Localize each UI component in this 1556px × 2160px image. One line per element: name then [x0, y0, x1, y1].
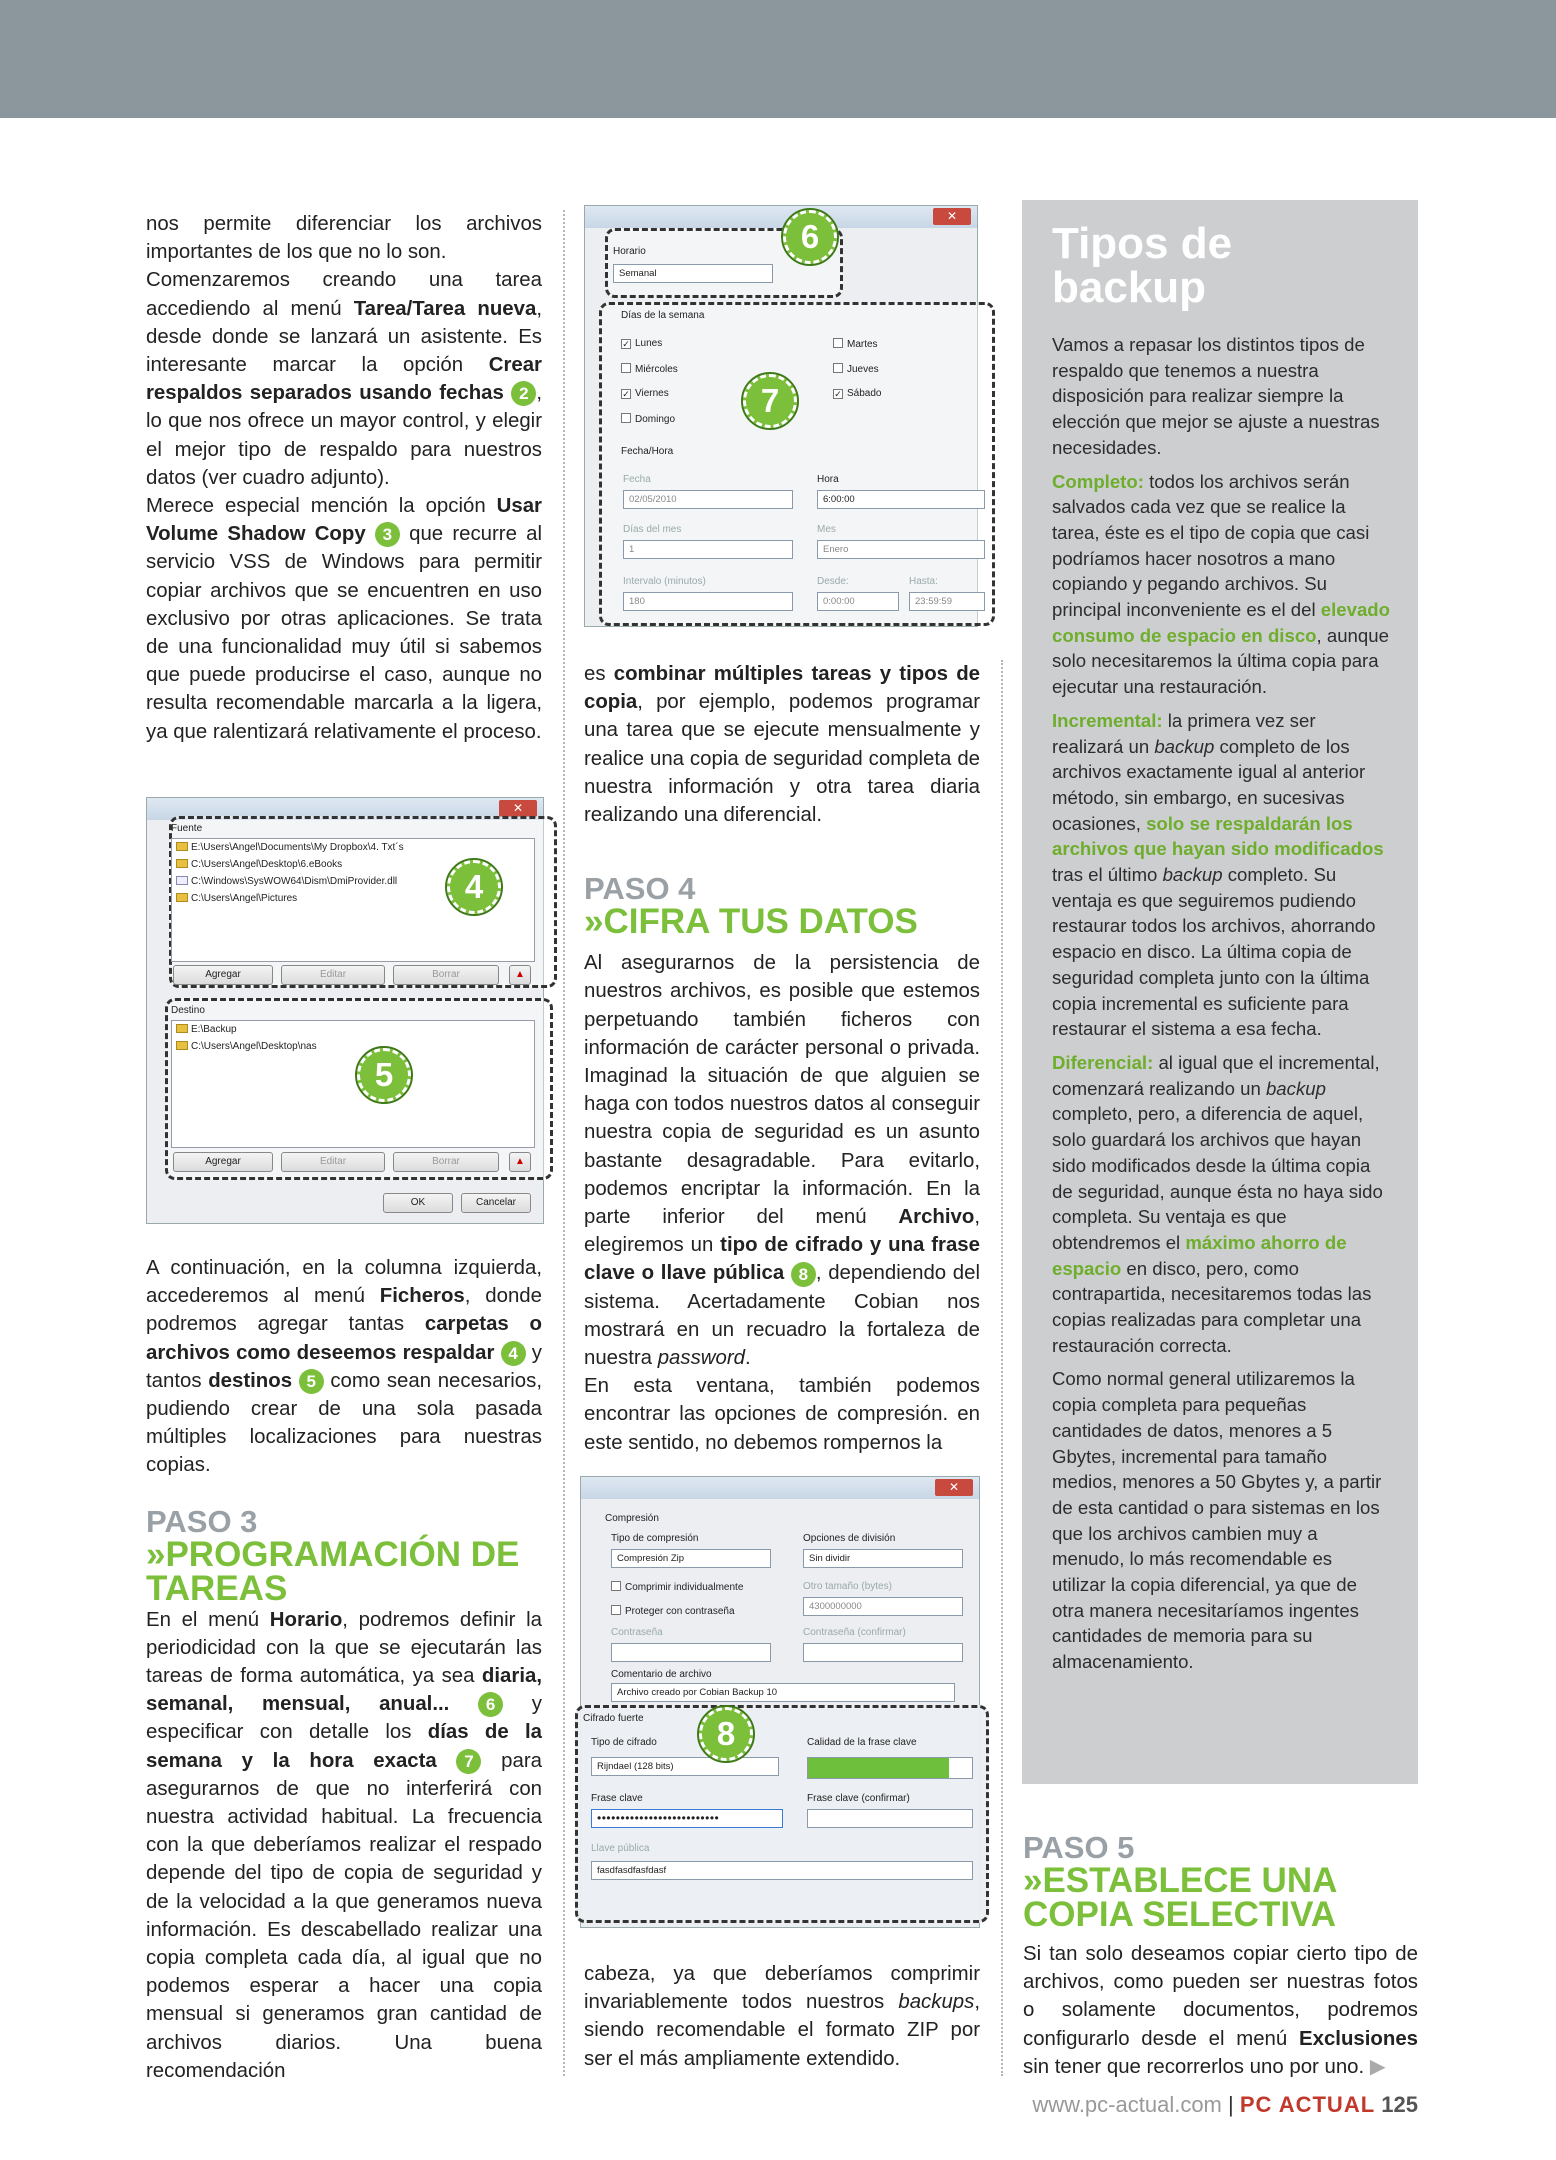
hasta-label: Hasta:: [909, 576, 938, 587]
delete-destination-button[interactable]: Borrar: [393, 1152, 499, 1172]
folder-icon: [176, 1024, 188, 1033]
fecha-input[interactable]: 02/05/2010: [623, 490, 793, 509]
opciones-division-label: Opciones de división: [803, 1533, 896, 1544]
fechahora-label: Fecha/Hora: [621, 446, 674, 457]
footer-url[interactable]: www.pc-actual.com: [1032, 2092, 1222, 2117]
close-icon: ✕: [935, 1479, 973, 1496]
checkbox[interactable]: [621, 363, 631, 373]
paragraph: Al asegurarnos de la persistencia de nuestros archivos, es posible que estemos perpetuando también ficheros con información de carácter personal o privada. Imaginad la situación de que alguien se haga con todos nuestros datos al conseguir nuestra copia de seguridad es un asunto bastante desagradable. Para evitarlo, podemos encriptar la información. En la parte inferior del menú Archivo, elegiremos un tipo de cifrado y una frase clave o llave pública 8 , dependiendo del sistema. Acertadamente Cobian nos mostrará en un recuadro la fortaleza de nuestra password.: [584, 952, 981, 1370]
folder-icon: [176, 893, 188, 902]
step-number-badge: 2: [511, 381, 536, 406]
paragraph: En esta ventana, también podemos encontrar las opciones de compresión. en este sentido, no debemos rompernos la: [584, 1375, 980, 1454]
end-mark-icon: ▶: [1369, 2055, 1386, 2078]
day-checkbox-miercoles[interactable]: Miércoles: [621, 363, 678, 375]
tipo-compresion-label: Tipo de compresión: [611, 1533, 699, 1544]
sidebar-incremental: Incremental: la primera vez ser realizará un backup completo de los archivos exactamente igual al anterior método, sin embargo, en sucesivas ocasiones, solo se respaldarán los archivos que hayan sido modificados tras el último backup completo. Su ventaja es que seguiremos pudiendo restaurar todos los archivos, ahorrando espacio en disco. La última copia de seguridad completa junto con la última copia incremental es suficiente para restaurar el sistema a esa fecha.: [1052, 709, 1384, 1040]
edit-destination-button[interactable]: Editar: [281, 1152, 385, 1172]
cipher-dialog-screenshot: [580, 1476, 980, 1928]
diames-label: Días del mes: [623, 524, 682, 535]
tipo-cifrado-select[interactable]: Rijndael (128 bits): [591, 1757, 779, 1776]
cancel-button[interactable]: Cancelar: [461, 1193, 531, 1213]
checkbox[interactable]: ✓: [834, 389, 842, 399]
day-checkbox-sabado[interactable]: ✓ Sábado: [834, 388, 882, 399]
sidebar-title: Tipos de backup: [1052, 219, 1233, 312]
paragraph: Merece especial mención la opción Usar Volume Shadow Copy 3 que recurre al servicio VSS de Windows para permitir copiar archivos que se encuentren en uso exclusivo por otras aplicaciones. Se trata de una funcionalidad muy útil si sabemos que puede producirse el caso, aunque no resulta recomendable marcarla a la ligera, ya que ralentizará relativamente el proceso.: [146, 495, 542, 743]
contrasena-input[interactable]: [611, 1643, 771, 1662]
frase-label: Frase clave: [591, 1793, 643, 1804]
tipo-compresion-select[interactable]: Compresión Zip: [611, 1549, 771, 1568]
step-number-badge: 6: [478, 1692, 503, 1717]
column-divider: [1001, 660, 1003, 2076]
delete-source-button[interactable]: Borrar: [393, 965, 499, 985]
day-checkbox-martes[interactable]: Martes: [833, 338, 878, 350]
day-checkbox-domingo[interactable]: Domingo: [621, 413, 675, 425]
page-number: 125: [1381, 2092, 1418, 2117]
column-3: [1023, 1818, 1418, 2081]
desde-input[interactable]: 0:00:00: [817, 592, 899, 611]
diames-input[interactable]: 1: [623, 540, 793, 559]
column-2: [584, 660, 980, 1457]
hasta-input[interactable]: 23:59:59: [909, 592, 985, 611]
checkbox[interactable]: [621, 413, 631, 423]
frase-confirm-label: Frase clave (confirmar): [807, 1793, 910, 1804]
destino-list[interactable]: [171, 1020, 535, 1148]
add-source-button[interactable]: Agregar: [173, 965, 273, 985]
list-item[interactable]: C:\Users\Angel\Pictures: [172, 890, 534, 907]
paso-5-heading: PASO 5 »ESTABLECE UNA COPIA SELECTIVA: [1023, 1830, 1337, 1934]
list-item[interactable]: C:\Users\Angel\Desktop\nas: [172, 1038, 534, 1055]
otro-tamano-input[interactable]: 4300000000: [803, 1597, 963, 1616]
add-destination-button[interactable]: Agregar: [173, 1152, 273, 1172]
checkbox[interactable]: [833, 363, 843, 373]
contrasena-confirm-input[interactable]: [803, 1643, 963, 1662]
destino-label: Destino: [171, 1005, 205, 1016]
page-footer: www.pc-actual.com | PC ACTUAL 125: [1032, 2092, 1418, 2117]
edit-source-button[interactable]: Editar: [281, 965, 385, 985]
intervalo-label: Intervalo (minutos): [623, 576, 706, 587]
close-icon: ✕: [499, 800, 537, 817]
paso-3-heading: PASO 3 »PROGRAMACIÓN DE TAREAS: [146, 1503, 520, 1608]
checkbox[interactable]: [611, 1605, 621, 1615]
horario-select[interactable]: Semanal: [613, 264, 773, 283]
checkbox[interactable]: ✓: [622, 389, 630, 399]
paragraph: cabeza, ya que deberíamos comprimir invariablemente todos nuestros backups, siendo recomendable el formato ZIP por ser el más ampliamente extendido.: [584, 1963, 980, 2070]
step-badge-7: 7: [743, 374, 797, 428]
paragraph: Comenzaremos creando una tarea accediendo al menú Tarea/Tarea nueva, desde donde se lanzará un asistente. Es interesante marcar la opción Crear respaldos separados usando fechas 2 , lo que nos ofrece un mayor control, y elegir el mejor tipo de respaldo para nuestros datos (ver cuadro adjunto).: [146, 269, 543, 489]
otro-tamano-label: Otro tamaño (bytes): [803, 1581, 892, 1592]
paragraph: Si tan solo deseamos copiar cierto tipo de archivos, como pueden ser nuestras fotos o solamente documentos, podremos configurarlo desde el menú Exclusiones sin tener que recorrerlos uno por uno. ▶: [1023, 1943, 1418, 2078]
step-badge-5: 5: [357, 1048, 411, 1102]
checkbox[interactable]: [833, 338, 843, 348]
sidebar-diferencial: Diferencial: al igual que el incremental, comenzará realizando un backup completo, pero, a diferencia de aquel, solo guardará los archivos que hayan sido modificados desde la última copia de seguridad, aunque ésta no haya sido completa. Su ventaja es que obtendremos el máximo ahorro de espacio en disco, pero, como contrapartida, necesitaremos todas las copias realizadas para completar una restauración correcta.: [1052, 1051, 1383, 1356]
list-item[interactable]: E:\Users\Angel\Documents\My Dropbox\4. Txt´s: [172, 839, 534, 856]
step-badge-4: 4: [447, 860, 501, 914]
paso-4-heading: PASO 4 »CIFRA TUS DATOS: [584, 871, 918, 942]
checkbox[interactable]: [611, 1581, 621, 1591]
comprimir-checkbox[interactable]: Comprimir individualmente: [611, 1581, 743, 1593]
list-item[interactable]: C:\Windows\SysWOW64\Dism\DmiProvider.dll: [172, 873, 534, 890]
day-checkbox-lunes[interactable]: ✓ Lunes: [622, 338, 663, 349]
folder-icon: [176, 1041, 188, 1050]
file-icon: [176, 876, 188, 885]
calidad-label: Calidad de la frase clave: [807, 1737, 917, 1748]
day-checkbox-jueves[interactable]: Jueves: [833, 363, 879, 375]
close-icon: ✕: [933, 208, 971, 225]
frase-confirm-input[interactable]: [807, 1809, 973, 1828]
step-number-badge: 5: [299, 1369, 324, 1394]
contrasena-label: Contraseña: [611, 1627, 663, 1638]
ok-button[interactable]: OK: [383, 1193, 453, 1213]
folder-icon: [176, 859, 188, 868]
tipo-cifrado-label: Tipo de cifrado: [591, 1737, 657, 1748]
desde-label: Desde:: [817, 576, 849, 587]
passphrase-strength-bar: [807, 1757, 973, 1779]
cifrado-label: Cifrado fuerte: [583, 1713, 644, 1724]
list-item[interactable]: C:\Users\Angel\Desktop\6.eBooks: [172, 856, 534, 873]
comentario-input[interactable]: Archivo creado por Cobian Backup 10: [611, 1683, 955, 1702]
dias-label: Días de la semana: [621, 310, 705, 321]
column-1: [146, 210, 542, 746]
step-number-badge: 8: [791, 1262, 816, 1287]
mes-label: Mes: [817, 524, 836, 535]
intervalo-input[interactable]: 180: [623, 592, 793, 611]
llave-input[interactable]: fasdfasdfasfdasf: [591, 1861, 973, 1880]
llave-label: Llave pública: [591, 1843, 650, 1854]
paragraph: nos permite diferenciar los archivos importantes de los que no lo son.: [146, 213, 542, 264]
sidebar-intro: Vamos a repasar los distintos tipos de respaldo que tenemos a nuestra disposición para realizar siempre la elección que mejor se ajuste a nuestras necesidades.: [1052, 334, 1380, 458]
column-divider: [563, 210, 565, 2076]
step-number-badge: 3: [375, 522, 400, 547]
footer-brand: PC ACTUAL: [1239, 2092, 1376, 2117]
frase-input[interactable]: ••••••••••••••••••••••••••: [591, 1809, 783, 1828]
day-checkbox-viernes[interactable]: ✓ Viernes: [622, 388, 669, 399]
step-badge-6: 6: [783, 210, 837, 264]
strength-fill: [808, 1758, 949, 1778]
comentario-label: Comentario de archivo: [611, 1669, 712, 1680]
files-dialog-screenshot: [146, 797, 544, 1224]
paragraph: A continuación, en la columna izquierda, accederemos al menú Ficheros, donde podremos agregar tantas carpetas o archivos como deseemos respaldar 4 y tantos destinos 5 como sean necesarios, pudiendo crear de una sola pasada múltiples localizaciones para nuestras copias.: [146, 1257, 542, 1477]
step-number-badge: 4: [501, 1341, 526, 1366]
hora-label: Hora: [817, 474, 839, 485]
top-header-band: [0, 0, 1556, 118]
column-2-lower: [584, 1960, 980, 2073]
contrasena-confirm-label: Contraseña (confirmar): [803, 1627, 906, 1638]
mes-select[interactable]: Enero: [817, 540, 985, 559]
hora-input[interactable]: 6:00:00: [817, 490, 985, 509]
horario-label: Horario: [613, 246, 646, 257]
folder-icon: [176, 842, 188, 851]
paragraph: En el menú Horario, podremos definir la periodicidad con la que se ejecutarán las tareas de forma automática, ya sea diaria, semanal, mensual, anual... 6 y especificar con detalle los días de la semana y la hora exacta 7 para asegurarnos de que no interferirá con nuestra actividad habitual. La frecuencia con la que deberíamos realizar el respado depende del tipo de copia de seguridad y de la velocidad a la que generamos nueva información. Es descabellado realizar una copia completa cada día, al igual que no podemos esperar a hacer una copia mensual si generamos gran cantidad de archivos diarios. Una buena recomendación: [146, 1608, 543, 2082]
column-1-lower: [146, 1254, 542, 2085]
proteger-checkbox[interactable]: Proteger con contraseña: [611, 1605, 735, 1617]
checkbox[interactable]: ✓: [622, 339, 630, 349]
compresion-label: Compresión: [605, 1513, 659, 1524]
arrow-up-icon[interactable]: ▲: [509, 1152, 531, 1172]
tipos-backup-sidebar: [1022, 200, 1418, 1784]
step-badge-8: 8: [699, 1707, 753, 1761]
fuente-label: Fuente: [171, 823, 203, 834]
fecha-label: Fecha: [623, 474, 651, 485]
step-number-badge: 7: [456, 1749, 481, 1774]
paragraph: es combinar múltiples tareas y tipos de copia, por ejemplo, podemos programar una tarea que se ejecute mensualmente y realice una copia de seguridad completa de nuestra información y otra tarea diaria realizando una diferencial.: [584, 663, 980, 827]
sidebar-closing: Como normal general utilizaremos la copia completa para pequeñas cantidades de datos, menores a 5 Gbytes, incremental para tamaño medios, menores a 50 Gbytes y, a partir de esta cantidad o para sistemas en los que los archivos cambien muy a menudo, lo más recomendable es utilizar la copia diferencial, ya que de otra manera necesitaríamos ingentes cantidades de memoria para su almacenamiento.: [1052, 1368, 1382, 1673]
schedule-dialog-screenshot: [584, 205, 978, 627]
list-item[interactable]: E:\Backup: [172, 1021, 534, 1038]
sidebar-completo: Completo: todos los archivos serán salvados cada vez que se realice la tarea, éste es el tipo de copia que casi podríamos hacer nosotros a mano copiando y pegando archivos. Su principal inconveniente es el del elevado consumo de espacio en disco, aunque solo necesitaremos la última copia para ejecutar una restauración.: [1052, 470, 1390, 698]
opciones-division-select[interactable]: Sin dividir: [803, 1549, 963, 1568]
arrow-up-icon[interactable]: ▲: [509, 965, 531, 985]
